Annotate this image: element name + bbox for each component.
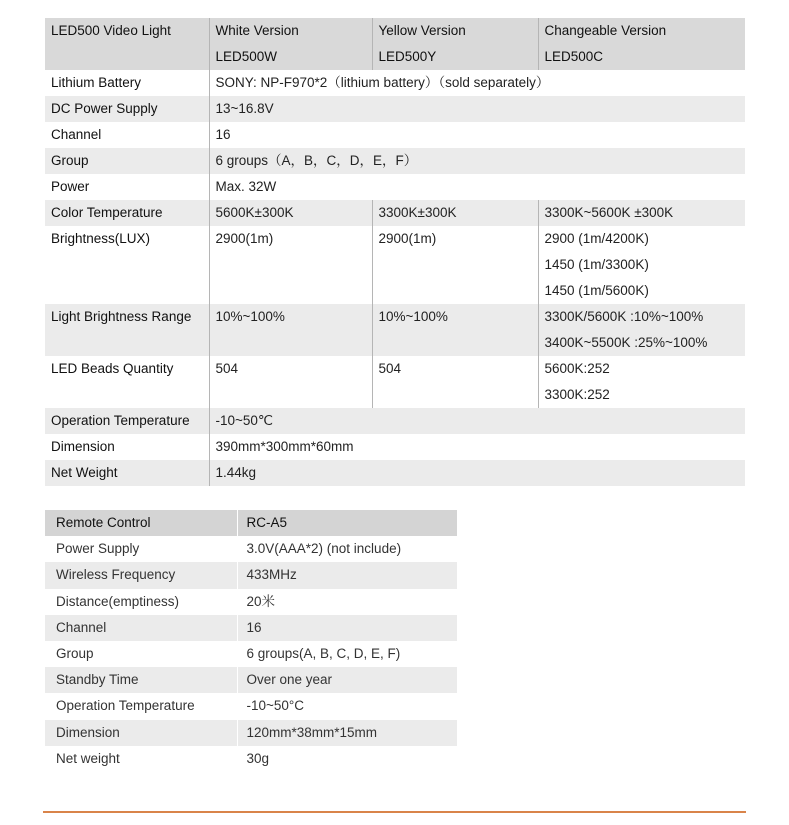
row-label: Operation Temperature [45, 408, 209, 434]
changeable-value [538, 356, 745, 408]
row-value: 20米 [237, 589, 457, 615]
row-value: Over one year [237, 667, 457, 693]
lithium-battery-row [45, 70, 745, 96]
color-temperature-row [45, 200, 745, 226]
yellow-value: 2900(1m) [372, 226, 538, 304]
remote-header-row [45, 510, 457, 536]
changeable-version-header: Changeable Version LED500C [538, 18, 745, 70]
row-label: Dimension [45, 720, 237, 746]
spec-header-row [45, 18, 745, 70]
row-value: Max. 32W [209, 174, 745, 200]
operation-temperature-row [45, 408, 745, 434]
remote-row [45, 667, 457, 693]
row-label: Light Brightness Range [45, 304, 209, 356]
row-label: Channel [45, 615, 237, 641]
dimension-row [45, 434, 745, 460]
row-value: -10~50°C [237, 693, 457, 719]
row-value: 6 groups(A, B, C, D, E, F) [237, 641, 457, 667]
remote-row [45, 746, 457, 772]
remote-row [45, 536, 457, 562]
row-label: Group [45, 148, 209, 174]
row-label: Distance(emptiness) [56, 593, 180, 609]
yellow-version-header: Yellow Version LED500Y [372, 18, 538, 70]
yellow-value: 10%~100% [372, 304, 538, 356]
white-version-header: White Version LED500W [209, 18, 372, 70]
row-value: 13~16.8V [209, 96, 745, 122]
bead-quantity-row [45, 356, 745, 408]
row-value: 16 [209, 122, 745, 148]
dc-power-row [45, 96, 745, 122]
brightness-row [45, 226, 745, 304]
row-value: 16 [237, 615, 457, 641]
power-row [45, 174, 745, 200]
row-label: Power Supply [56, 541, 140, 557]
row-label: Color Temperature [45, 200, 209, 226]
yellow-value: 504 [372, 356, 538, 408]
value-line: 2900 (1m/4200K) [544, 231, 649, 246]
white-value: 504 [209, 356, 372, 408]
value-line: 3300K:252 [544, 387, 610, 402]
row-label: Group [56, 646, 94, 662]
group-row [45, 148, 745, 174]
row-label: Dimension [51, 439, 115, 454]
row-label: Net weight [56, 750, 120, 766]
row-label: Operation Temperature [56, 698, 195, 714]
yellow-value: 3300K±300K [372, 200, 538, 226]
value-line: 3300K/5600K :10%~100% [544, 309, 704, 324]
row-value: 390mm*300mm*60mm [209, 434, 745, 460]
remote-row [45, 693, 457, 719]
row-value: 30g [237, 746, 457, 772]
row-label: Standby Time [45, 667, 237, 693]
row-value: -10~50℃ [209, 408, 745, 434]
led500-spec-table [45, 18, 745, 486]
row-label: Power [51, 179, 90, 194]
remote-row [45, 720, 457, 746]
remote-row [45, 615, 457, 641]
remote-row [45, 641, 457, 667]
row-label: LED Beads Quantity [51, 361, 174, 376]
white-value: 10%~100% [209, 304, 372, 356]
row-value: 1.44kg [209, 460, 745, 486]
changeable-value: 3300K~5600K ±300K [538, 200, 745, 226]
row-label: Lithium Battery [51, 75, 142, 90]
row-value: 6 groups（A，B，C，D，E，F） [209, 148, 745, 174]
bottom-divider [43, 811, 746, 813]
changeable-value [538, 304, 745, 356]
value-line: 3400K~5500K :25%~100% [544, 335, 708, 350]
row-label: Brightness(LUX) [51, 231, 151, 246]
white-value: 2900(1m) [209, 226, 372, 304]
brightness-range-row [45, 304, 745, 356]
row-value: SONY: NP-F970*2（lithium battery）（sold separately） [209, 70, 745, 96]
channel-row [45, 122, 745, 148]
value-line: 5600K:252 [544, 361, 610, 376]
row-label: Remote Control [45, 510, 237, 536]
remote-row [45, 562, 457, 588]
row-label: Net Weight [45, 460, 209, 486]
remote-row [45, 589, 457, 615]
row-value: 120mm*38mm*15mm [237, 720, 457, 746]
row-label: Wireless Frequency [45, 562, 237, 588]
row-label: Channel [51, 127, 102, 142]
row-value: 3.0V(AAA*2) (not include) [237, 536, 457, 562]
value-line: 1450 (1m/3300K) [544, 257, 649, 272]
net-weight-row [45, 460, 745, 486]
row-value: 433MHz [237, 562, 457, 588]
remote-control-table [45, 510, 457, 772]
changeable-value [538, 226, 745, 304]
white-value: 5600K±300K [209, 200, 372, 226]
row-value: RC-A5 [237, 510, 457, 536]
row-label: DC Power Supply [45, 96, 209, 122]
model-label: LED500 Video Light [45, 18, 209, 70]
value-line: 1450 (1m/5600K) [544, 283, 649, 298]
